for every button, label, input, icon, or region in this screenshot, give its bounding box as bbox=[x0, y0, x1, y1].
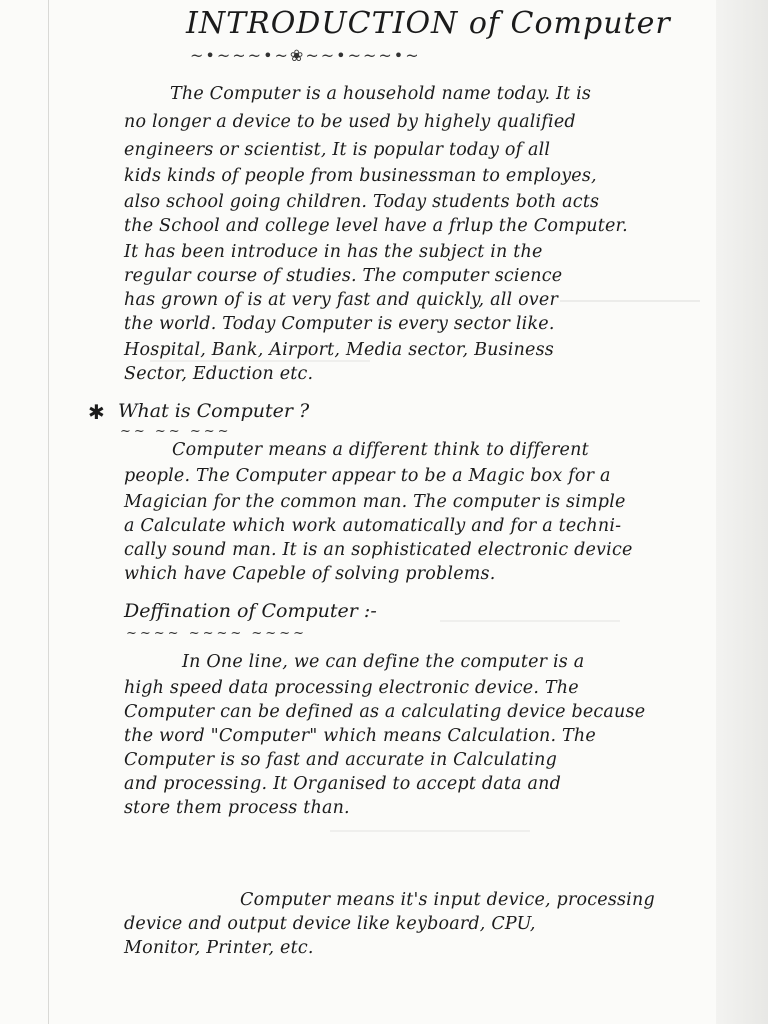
section-line: In One line, we can define the computer is a bbox=[182, 652, 585, 672]
margin-line bbox=[48, 0, 49, 1024]
page-title: INTRODUCTION of Computer bbox=[186, 6, 671, 41]
section-heading: Deffination of Computer :- bbox=[124, 600, 377, 622]
intro-line: It has been introduce in has the subject in the bbox=[124, 242, 543, 262]
intro-line: the world. Today Computer is every sector like. bbox=[124, 314, 555, 334]
section-line: Computer means a different think to different bbox=[172, 440, 589, 460]
section-line: the word "Computer" which means Calculation. The bbox=[124, 726, 596, 746]
title-flourish: ~•~~~•~❀~~•~~~•~ bbox=[190, 46, 421, 65]
intro-line: kids kinds of people from businessman to employes, bbox=[124, 166, 597, 186]
intro-line: has grown of is at very fast and quickly, all over bbox=[124, 290, 559, 310]
closing-line: Computer means it's input device, processing bbox=[240, 890, 655, 910]
intro-line: regular course of studies. The computer science bbox=[124, 266, 563, 286]
bleed-through-mark bbox=[560, 300, 700, 302]
intro-line: also school going children. Today students both acts bbox=[124, 192, 600, 212]
closing-line: device and output device like keyboard, CPU, bbox=[124, 914, 536, 934]
section-line: store them process than. bbox=[124, 798, 350, 818]
closing-line: Monitor, Printer, etc. bbox=[124, 938, 314, 958]
page-edge bbox=[716, 0, 768, 1024]
intro-line: Sector, Eduction etc. bbox=[124, 364, 314, 384]
section-line: people. The Computer appear to be a Magic box for a bbox=[124, 466, 611, 486]
heading-underline: ~~~~ ~~~~ ~~~~ bbox=[126, 626, 307, 641]
star-bullet: ✱ bbox=[88, 400, 105, 424]
section-heading: What is Computer ? bbox=[118, 400, 310, 422]
section-line: cally sound man. It is an sophisticated electronic device bbox=[124, 540, 633, 560]
intro-line: no longer a device to be used by highely qualified bbox=[124, 112, 576, 132]
section-line: Computer can be defined as a calculating device because bbox=[124, 702, 646, 722]
section-line: a Calculate which work automatically and for a techni- bbox=[124, 516, 622, 536]
heading-underline: ~~ ~~ ~~~ bbox=[120, 424, 232, 439]
section-line: Magician for the common man. The computer is simple bbox=[124, 492, 626, 512]
intro-line: engineers or scientist, It is popular today of all bbox=[124, 140, 551, 160]
bleed-through-mark bbox=[330, 830, 530, 832]
section-line: which have Capeble of solving problems. bbox=[124, 564, 496, 584]
section-line: and processing. It Organised to accept data and bbox=[124, 774, 562, 794]
bleed-through-mark bbox=[150, 360, 370, 362]
section-line: Computer is so fast and accurate in Calculating bbox=[124, 750, 557, 770]
intro-line: the School and college level have a frlup the Computer. bbox=[124, 216, 628, 236]
section-line: high speed data processing electronic device. The bbox=[124, 678, 579, 698]
intro-line: Hospital, Bank, Airport, Media sector, Business bbox=[124, 340, 554, 360]
intro-line: The Computer is a household name today. It is bbox=[170, 84, 592, 104]
bleed-through-mark bbox=[440, 620, 620, 622]
